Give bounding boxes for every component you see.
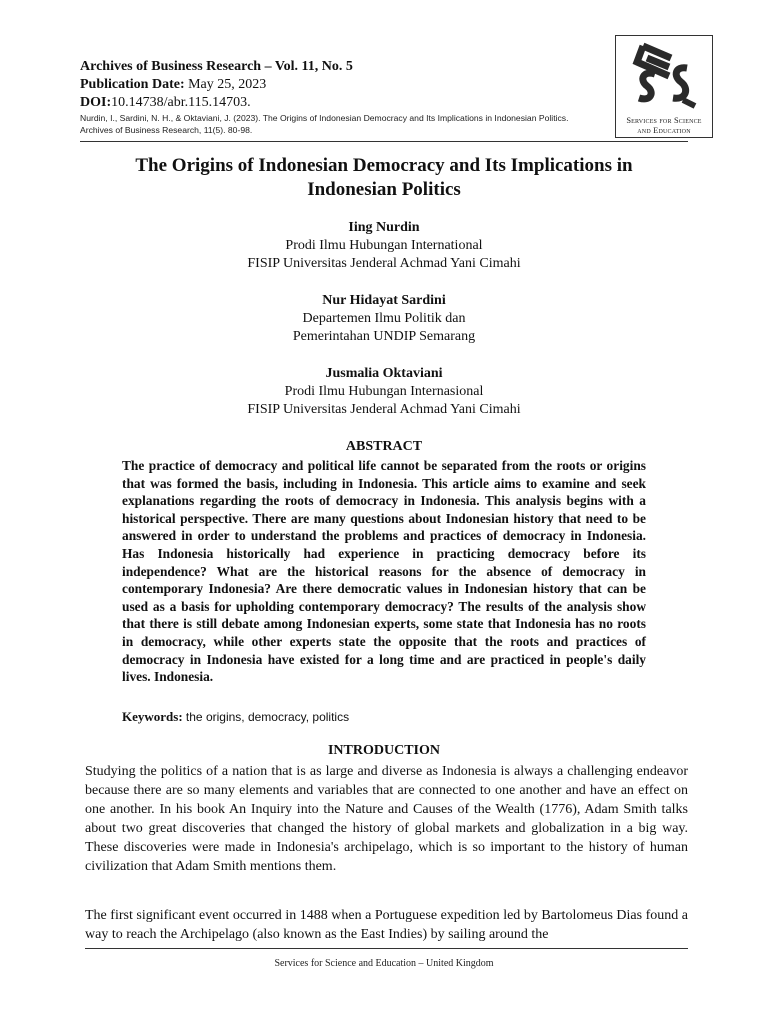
author-affiliation: FISIP Universitas Jenderal Achmad Yani Cimahi [247,256,521,271]
page-footer: Services for Science and Education – United Kingdom [274,958,494,969]
sse-logo [615,35,713,138]
journal-line: Archives of Business Research – Vol. 11, No. 5 [80,59,353,74]
author-name: Jusmalia Oktaviani [325,366,443,381]
introduction-paragraph-2: The first significant event occurred in 1488 when a Portuguese expedition led by Bartolomeus Dias found a way to reach the Archipelago (also known as the East Indies) by sailing around the [85,908,688,943]
author-block [80,365,688,419]
author-affiliation: Pemerintahan UNDIP Semarang [292,329,476,344]
introduction-paragraph-1: Studying the politics of a nation that is as large and diverse as Indonesia is always a challenging endeavor because there are so many elements and variables that are connected to one another and have an effect on one another. In his book An Inquiry into the Nature and Causes of the Wealth (1776), Adam Smith talks about two great discoveries that changed the history of global markets and globalization in a big way. These discoveries were made in Indonesia's archipelago, which is so important to the history of human civilization that Adam Smith mentions them. [85,764,688,875]
header-rule [80,141,688,142]
author-affiliation: FISIP Universitas Jenderal Achmad Yani Cimahi [247,402,521,417]
sse-logo-mark-icon [625,40,705,114]
doi: DOI:10.14738/abr.115.14703. [80,95,251,110]
journal-header [80,58,610,136]
keywords-label: Keywords: [122,709,183,724]
paper-title: The Origins of Indonesian Democracy and Its Implications in Indonesian Politics [135,155,633,200]
citation-line-1: Nurdin, I., Sardini, N. H., & Oktaviani, J. (2023). The Origins of Indonesian Democracy and Its Implications in Indonesian Politics. [80,113,569,123]
author-affiliation: Prodi Ilmu Hubungan International [285,238,483,253]
logo-caption: Services for Science and Education [626,116,702,135]
author-affiliation: Prodi Ilmu Hubungan Internasional [284,384,484,399]
doi-link[interactable]: 10.14738/abr.115.14703. [111,95,251,110]
abstract-heading: ABSTRACT [345,439,423,454]
keywords-value: the origins, democracy, politics [185,710,350,724]
author-block [80,219,688,273]
citation-line-2: Archives of Business Research, 11(5). 80-98. [80,125,253,135]
author-block [80,292,688,346]
footer-rule [85,948,688,949]
author-name: Iing Nurdin [348,220,420,235]
abstract-text: The practice of democracy and political life cannot be separated from the roots or origins that was formed the basis, including in Indonesia. This article aims to examine and seek explanations regarding the roots of democracy in Indonesia. This analysis begins with a historical perspective. There are many questions about Indonesian history that need to be answered in order to understand the problems and practices of democracy in Indonesia. Has Indonesia historically had experience in practicing democracy before its independence? What are the historical reasons for the absence of democracy in contemporary Indonesia? Are there democratic values in Indonesian history that can be used as a basis for upholding contemporary democracy? The results of the analysis show that there is still debate among Indonesian experts, some state that Indonesia has no roots in democracy, while other experts state the opposite that the roots and practices of democracy in Indonesia have existed for a long time and are practiced in people's daily lives. Indonesia. [122,458,646,685]
introduction-heading: INTRODUCTION [327,743,440,758]
author-name: Nur Hidayat Sardini [322,293,446,308]
publication-date: Publication Date: May 25, 2023 [80,77,267,92]
keywords [122,708,646,726]
author-affiliation: Departemen Ilmu Politik dan [302,311,466,326]
